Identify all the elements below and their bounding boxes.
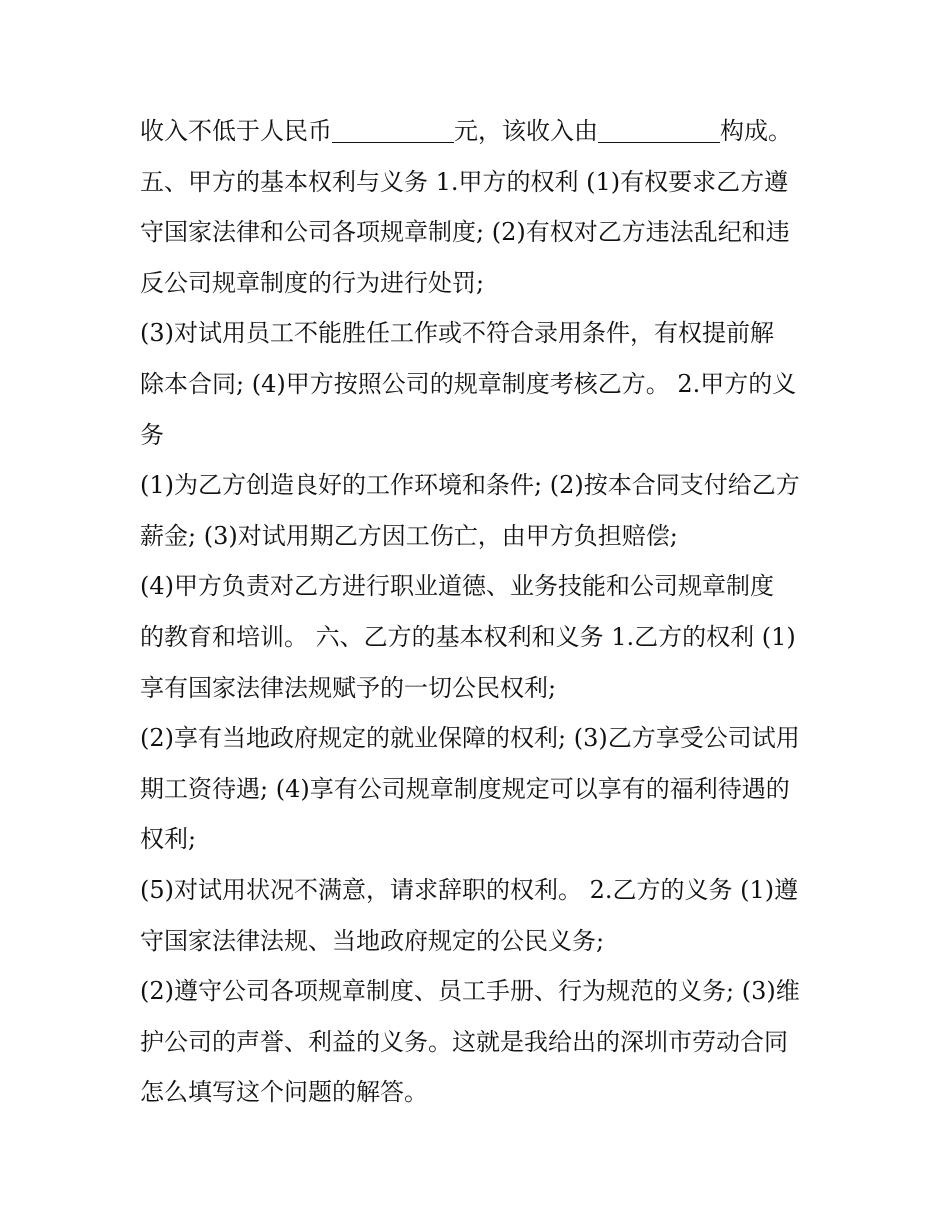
fill-in-blank (332, 112, 454, 143)
text-line: 权利; (140, 825, 197, 854)
fill-in-blank (598, 112, 720, 143)
text-segment: 元，该收入由 (454, 117, 598, 145)
text-line: (2)遵守公司各项规章制度、员工手册、行为规范的义务; (3)维 (140, 977, 800, 1006)
text-line: 守国家法律和公司各项规章制度; (2)有权对乙方违法乱纪和违 (140, 218, 790, 247)
text-line: (1)为乙方创造良好的工作环境和条件; (2)按本合同支付给乙方 (140, 471, 800, 500)
text-line: (5)对试用状况不满意，请求辞职的权利。 2.乙方的义务 (1)遵 (140, 875, 799, 904)
text-line: 务 (140, 420, 164, 449)
text-line: (2)享有当地政府规定的就业保障的权利; (3)乙方享受公司试用 (140, 724, 800, 753)
text-line: 薪金; (3)对试用期乙方因工伤亡，由甲方负担赔偿; (140, 521, 678, 550)
text-line-1 (140, 106, 820, 157)
text-segment: 收入不低于人民币 (140, 117, 332, 145)
text-line: 反公司规章制度的行为进行处罚; (140, 268, 485, 297)
text-line: 除本合同; (4)甲方按照公司的规章制度考核乙方。 2.甲方的义 (140, 369, 797, 398)
text-line: 的教育和培训。 六、乙方的基本权利和义务 1.乙方的权利 (1) (140, 622, 796, 651)
text-line: 怎么填写这个问题的解答。 (140, 1078, 428, 1107)
text-line: 五、甲方的基本权利与义务 1.甲方的权利 (1)有权要求乙方遵 (140, 167, 789, 196)
text-segment: 构成。 (720, 117, 792, 145)
text-line: 享有国家法律法规赋予的一切公民权利; (140, 673, 557, 702)
text-line: (3)对试用员工不能胜任工作或不符合录用条件，有权提前解 (140, 319, 774, 348)
document-body (140, 106, 820, 1118)
text-line: (4)甲方负责对乙方进行职业道德、业务技能和公司规章制度 (140, 572, 774, 601)
text-line: 期工资待遇; (4)享有公司规章制度规定可以享有的福利待遇的 (140, 774, 790, 803)
text-line: 守国家法律法规、当地政府规定的公民义务; (140, 926, 605, 955)
text-line: 护公司的声誉、利益的义务。这就是我给出的深圳市劳动合同 (140, 1027, 788, 1056)
